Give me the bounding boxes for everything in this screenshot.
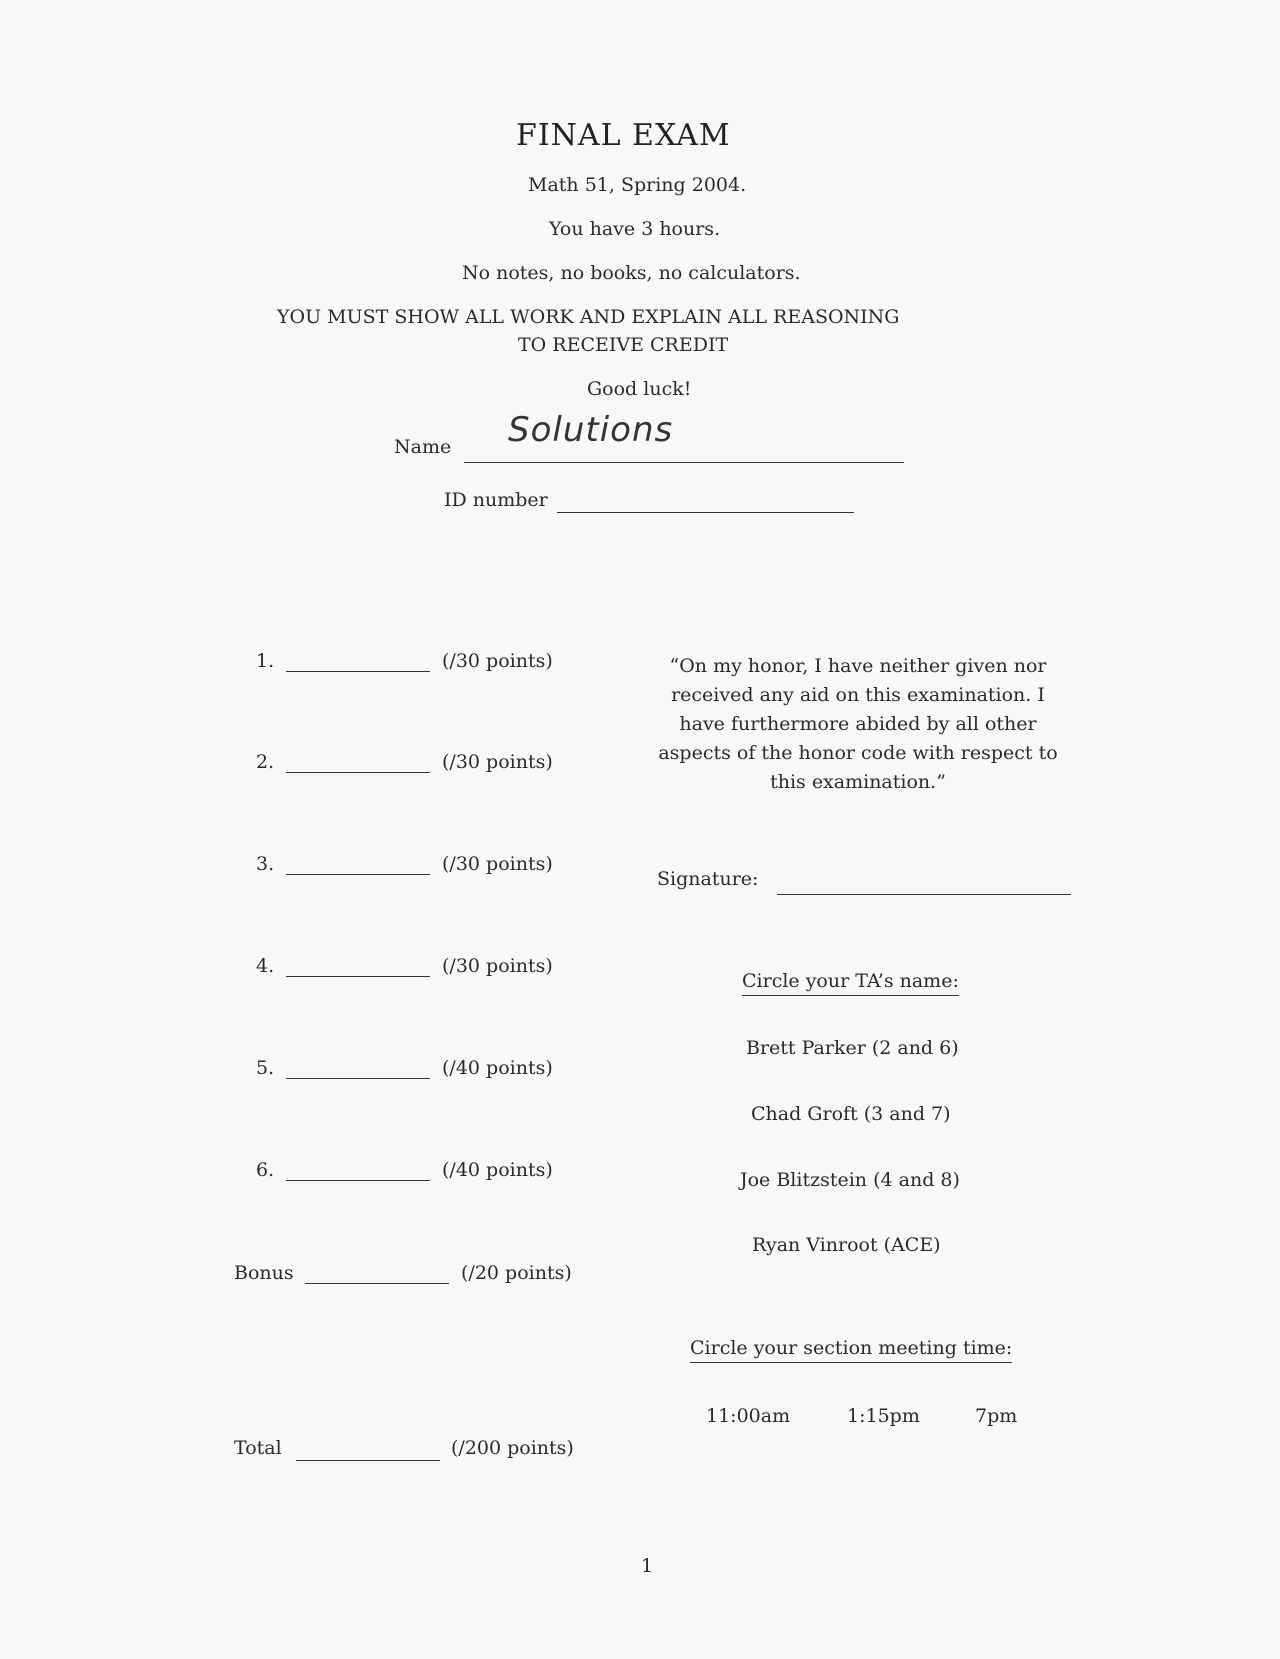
score-points: (/40 points) bbox=[442, 1057, 553, 1079]
score-points: (/40 points) bbox=[442, 1159, 553, 1181]
score-label: 6. bbox=[256, 1159, 275, 1181]
section-time-option[interactable]: 1:15pm bbox=[847, 1405, 920, 1427]
rules-info: No notes, no books, no calculators. bbox=[462, 262, 801, 284]
score-blank[interactable] bbox=[305, 1283, 449, 1284]
score-label: 5. bbox=[256, 1057, 275, 1079]
course-info: Math 51, Spring 2004. bbox=[528, 174, 747, 196]
score-label: Bonus bbox=[234, 1262, 294, 1284]
honor-statement bbox=[628, 652, 1088, 797]
score-points: (/30 points) bbox=[442, 751, 553, 773]
score-blank[interactable] bbox=[286, 874, 430, 875]
signature-label: Signature: bbox=[657, 868, 759, 890]
instruction-line-2: TO RECEIVE CREDIT bbox=[518, 334, 729, 356]
score-label: 1. bbox=[256, 650, 275, 672]
page-title: FINAL EXAM bbox=[516, 118, 731, 153]
id-label: ID number bbox=[444, 489, 548, 511]
score-blank[interactable] bbox=[296, 1460, 440, 1461]
score-points: (/200 points) bbox=[451, 1437, 574, 1459]
score-blank[interactable] bbox=[286, 1180, 430, 1181]
score-points: (/30 points) bbox=[442, 853, 553, 875]
page-number: 1 bbox=[641, 1555, 654, 1577]
name-field[interactable] bbox=[464, 462, 904, 463]
score-blank[interactable] bbox=[286, 671, 430, 672]
section-time-option[interactable]: 7pm bbox=[975, 1405, 1018, 1427]
instruction-line-1: YOU MUST SHOW ALL WORK AND EXPLAIN ALL REASONING bbox=[277, 306, 900, 328]
name-handwritten: Solutions bbox=[508, 410, 674, 450]
honor-line: have furthermore abided by all other bbox=[679, 713, 1037, 735]
ta-option[interactable]: Joe Blitzstein (4 and 8) bbox=[740, 1169, 960, 1191]
honor-line: aspects of the honor code with respect to bbox=[658, 742, 1058, 764]
honor-line: this examination.” bbox=[770, 771, 946, 793]
score-points: (/30 points) bbox=[442, 955, 553, 977]
score-blank[interactable] bbox=[286, 976, 430, 977]
name-label: Name bbox=[394, 436, 452, 458]
section-heading: Circle your section meeting time: bbox=[690, 1337, 1012, 1363]
time-info: You have 3 hours. bbox=[549, 218, 721, 240]
honor-line: received any aid on this examination. I bbox=[671, 684, 1045, 706]
good-luck: Good luck! bbox=[587, 378, 692, 400]
score-label: 4. bbox=[256, 955, 275, 977]
signature-field[interactable] bbox=[777, 894, 1071, 895]
score-points: (/20 points) bbox=[461, 1262, 572, 1284]
ta-option[interactable]: Brett Parker (2 and 6) bbox=[746, 1037, 959, 1059]
ta-option[interactable]: Chad Groft (3 and 7) bbox=[751, 1103, 951, 1125]
score-label: Total bbox=[234, 1437, 282, 1459]
score-label: 3. bbox=[256, 853, 275, 875]
score-points: (/30 points) bbox=[442, 650, 553, 672]
score-blank[interactable] bbox=[286, 1078, 430, 1079]
ta-heading: Circle your TA’s name: bbox=[742, 970, 959, 996]
section-time-option[interactable]: 11:00am bbox=[706, 1405, 791, 1427]
score-blank[interactable] bbox=[286, 772, 430, 773]
ta-option[interactable]: Ryan Vinroot (ACE) bbox=[752, 1234, 941, 1256]
honor-line: “On my honor, I have neither given nor bbox=[669, 655, 1047, 677]
id-field[interactable] bbox=[557, 512, 854, 513]
score-label: 2. bbox=[256, 751, 275, 773]
